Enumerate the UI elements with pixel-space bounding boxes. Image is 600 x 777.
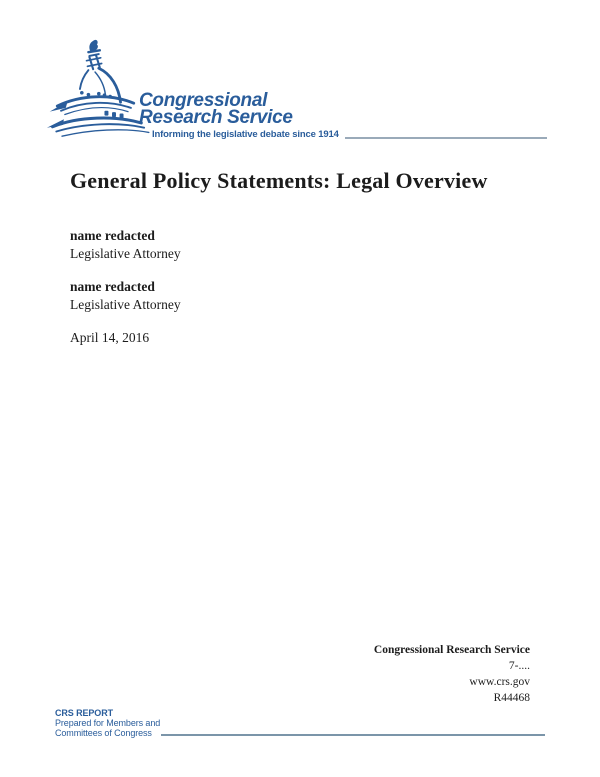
author-name: name redacted [70, 279, 155, 294]
footer-report-type: CRS REPORT [55, 708, 114, 718]
author-role: Legislative Attorney [70, 245, 181, 261]
author-entry [70, 278, 181, 313]
report-date: April 14, 2016 [70, 330, 150, 345]
footer-org-name: Congressional Research Service [373, 644, 530, 656]
footer-report-type-block [55, 708, 160, 738]
logo-tagline: Informing the legislative debate since 1914 [152, 129, 339, 140]
header-rule [345, 137, 547, 139]
logo-wordmark [139, 92, 293, 126]
footer-prepared-line1: Prepared for Members and [55, 718, 161, 728]
logo-line1: Congressional [139, 90, 268, 111]
report-title: General Policy Statements: Legal Overview [70, 168, 488, 193]
footer-website-link[interactable]: www.crs.gov [469, 676, 530, 688]
byline-block [70, 227, 181, 347]
logo-line2: Research Service [139, 107, 293, 128]
footer-phone: 7-.... [508, 660, 530, 672]
author-entry [70, 227, 181, 262]
author-role: Legislative Attorney [70, 296, 181, 312]
footer-prepared-line2: Committees of Congress [55, 728, 152, 738]
footer-rule [161, 734, 545, 736]
author-name: name redacted [70, 228, 155, 243]
footer-publisher-block [374, 642, 530, 706]
footer-report-number: R44468 [493, 692, 530, 704]
